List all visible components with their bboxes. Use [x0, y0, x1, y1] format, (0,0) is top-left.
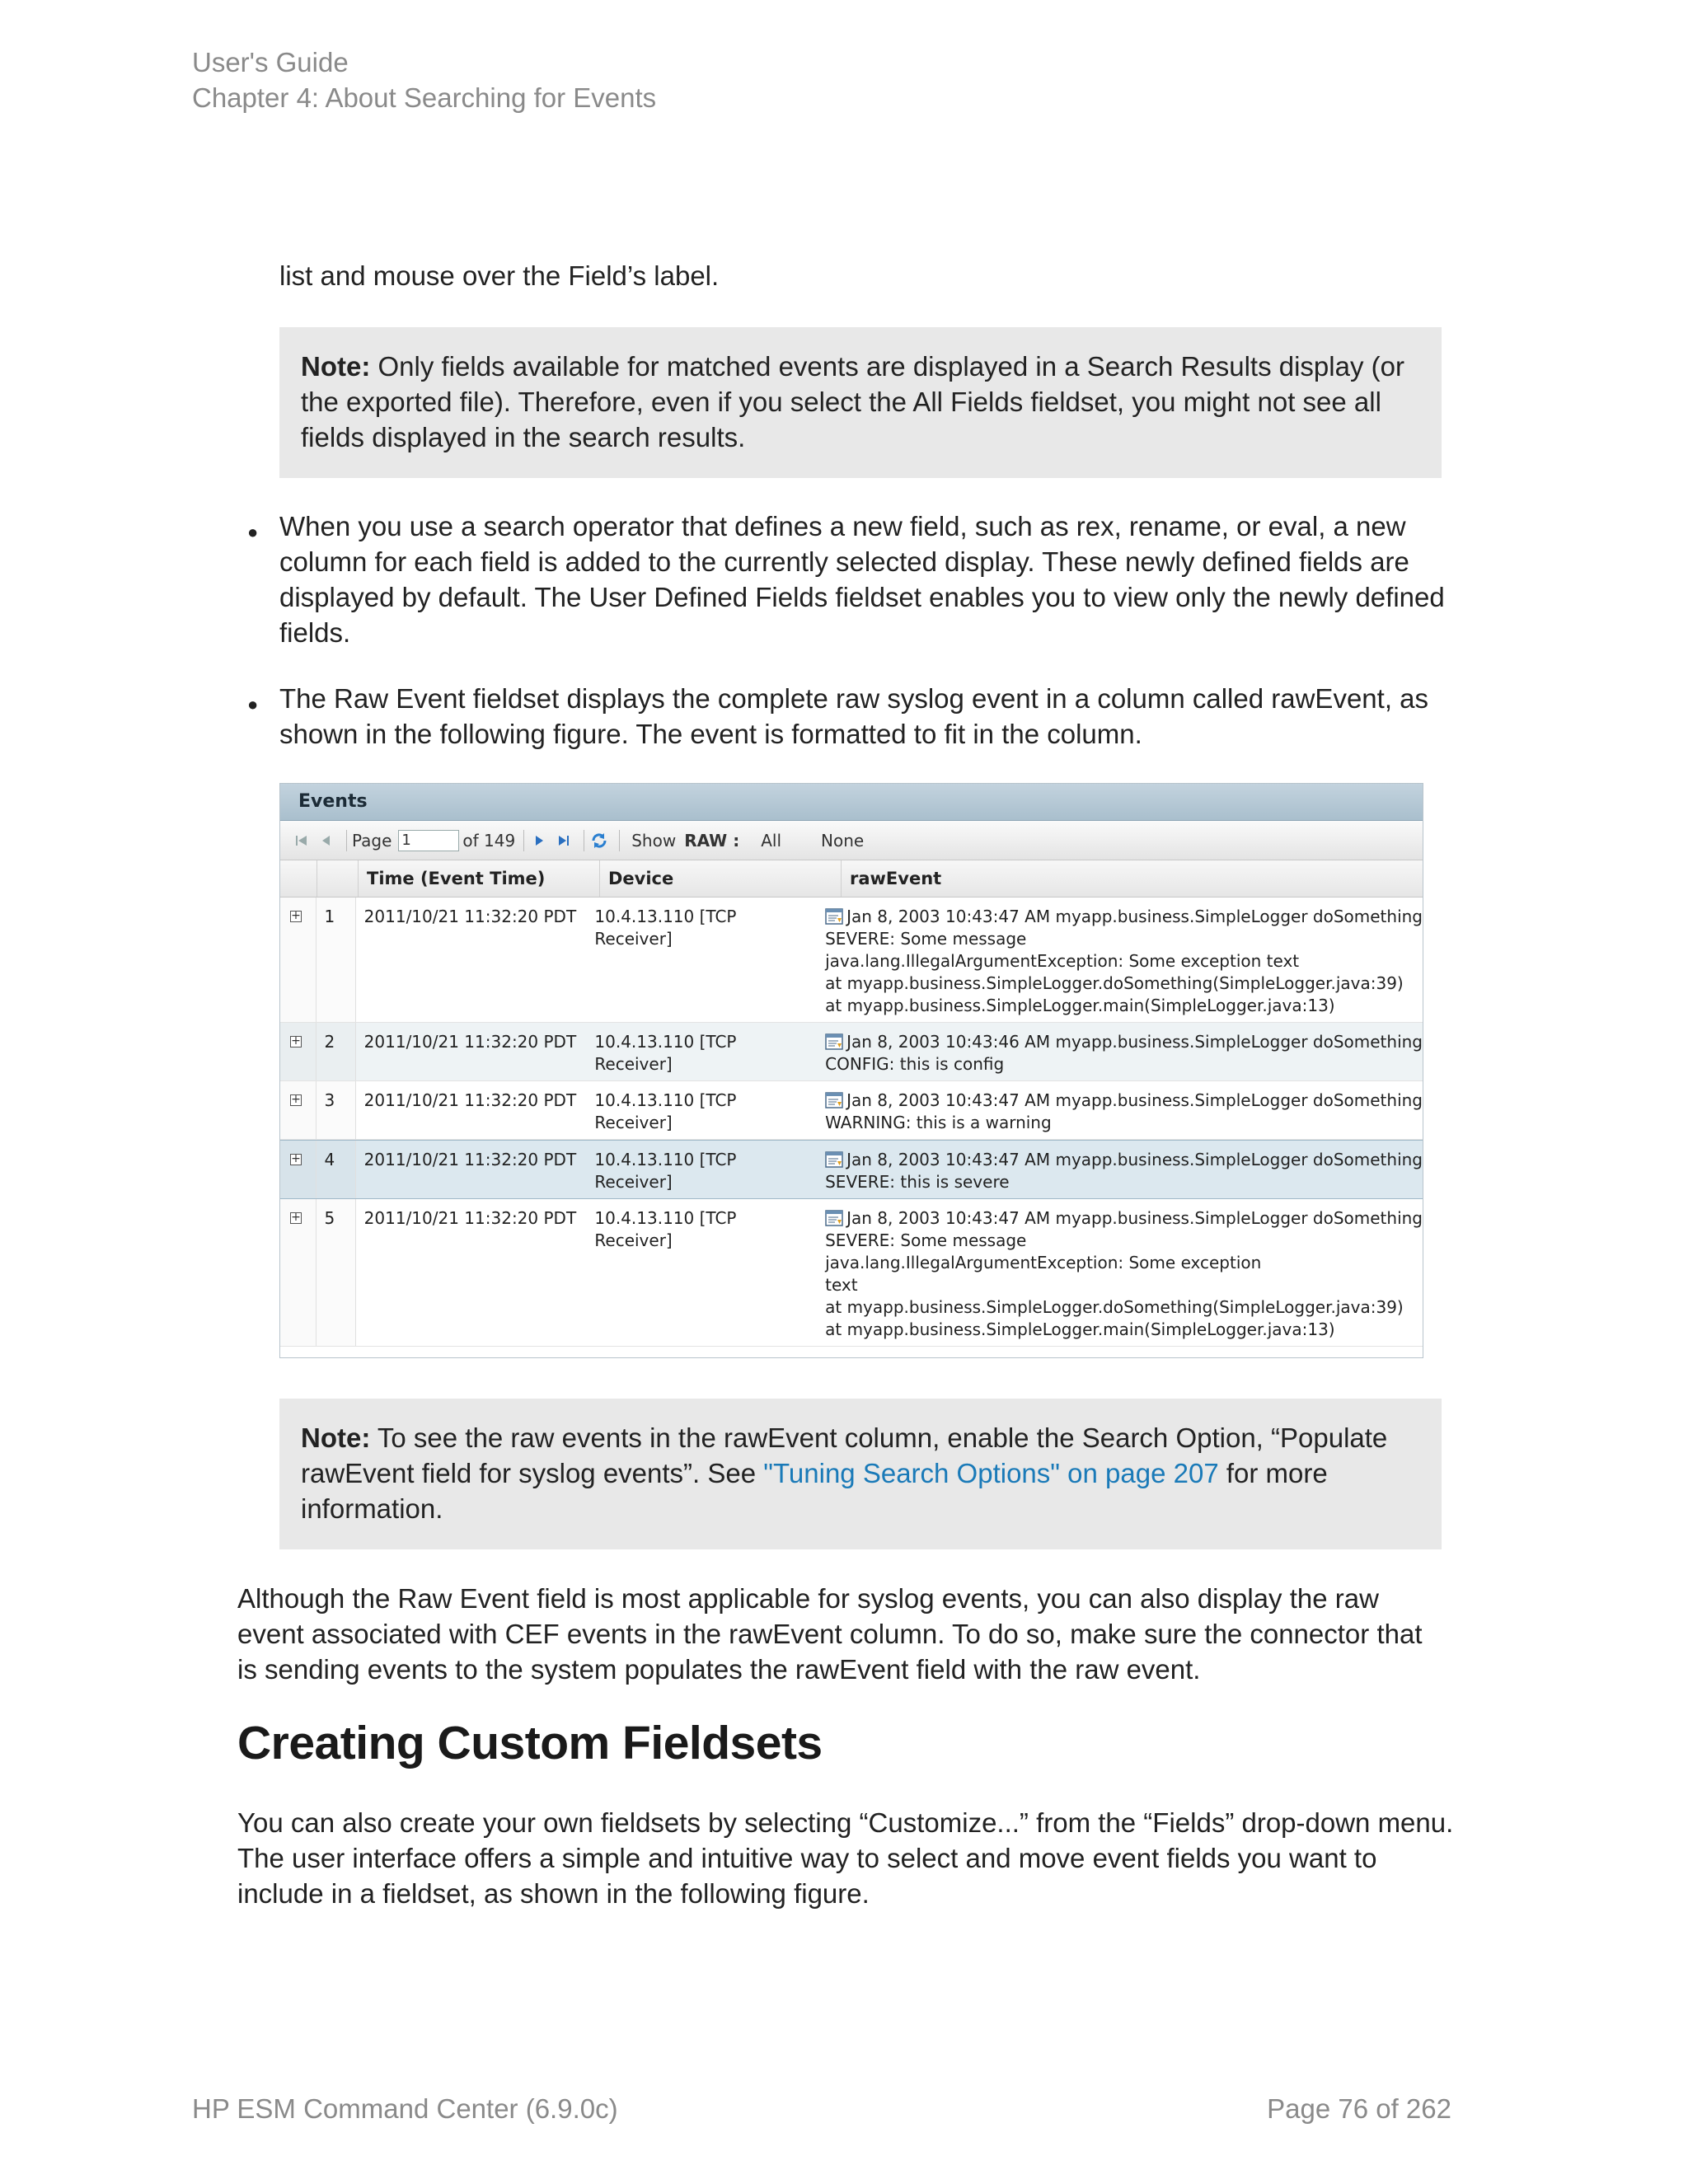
row-number: 1 [316, 898, 356, 1022]
intro-line: list and mouse over the Field’s label. [279, 260, 720, 291]
raw-event-text: Jan 8, 2003 10:43:46 AM myapp.business.SimpleLogger doSomething [846, 1032, 1423, 1052]
raw-event-text: java.lang.IllegalArgumentException: Some exception text [825, 951, 1300, 971]
raw-event-line [825, 1319, 1423, 1341]
raw-event-text: at myapp.business.SimpleLogger.main(SimpleLogger.java:13) [825, 1319, 1335, 1339]
note-text-end: for more information. [301, 1458, 1328, 1524]
raw-event-text: java.lang.IllegalArgumentException: Some exception [825, 1253, 1262, 1272]
show-label: Show [631, 830, 677, 851]
rawevent-column-header[interactable]: rawEvent [850, 869, 942, 888]
device-cell: 10.4.13.110 [TCP Receiver] [594, 907, 737, 949]
row-number: 4 [316, 1141, 356, 1198]
note-box [279, 327, 1442, 478]
expand-row-icon[interactable]: + [291, 1034, 301, 1047]
raw-event-line [825, 1252, 1423, 1274]
raw-event-text: text [825, 1275, 858, 1295]
event-time-cell: 2011/10/21 11:32:20 PDT [363, 1208, 577, 1228]
raw-event-cell [817, 1023, 1423, 1080]
expand-cell [280, 1141, 316, 1198]
raw-event-cell [817, 1141, 1423, 1198]
raw-event-line [825, 1053, 1423, 1076]
raw-event-text: Jan 8, 2003 10:43:47 AM myapp.business.SimpleLogger doSomething [846, 1150, 1423, 1169]
note-box [279, 1399, 1442, 1549]
note-text: To see the raw events in the rawEvent column, enable the Search Option, “Populate rawEvent field for syslog events”. See [301, 1422, 1388, 1488]
events-screenshot [279, 783, 1423, 1358]
raw-event-text: Jan 8, 2003 10:43:47 AM myapp.business.SimpleLogger doSomething [846, 907, 1423, 926]
next-page-icon[interactable] [529, 831, 549, 851]
tuning-search-options-link[interactable]: "Tuning Search Options" on page 207 [763, 1458, 1219, 1488]
events-table-header [280, 860, 1423, 898]
section-heading: Creating Custom Fieldsets [237, 1717, 823, 1769]
event-time-cell: 2011/10/21 11:32:20 PDT [363, 1150, 577, 1169]
raw-event-line [825, 995, 1423, 1017]
table-row[interactable] [280, 1140, 1423, 1199]
raw-event-view-icon[interactable] [825, 1151, 843, 1168]
first-page-icon[interactable] [292, 831, 312, 851]
device-cell: 10.4.13.110 [TCP Receiver] [594, 1090, 737, 1132]
device-cell: 10.4.13.110 [TCP Receiver] [594, 1208, 737, 1250]
paging-toolbar [280, 821, 1423, 860]
raw-event-line [825, 928, 1423, 950]
bullet-item-new-fields: When you use a search operator that defines a new field, such as rex, rename, or eval, a new column for each field is added to the currently selected display. These newly defined fields are displayed by default. The User Defined Fields fieldset enables you to view only the newly defined fields. [279, 511, 1445, 648]
raw-event-line [825, 1274, 1423, 1296]
raw-event-view-icon[interactable] [825, 1092, 843, 1108]
toolbar-separator [523, 830, 524, 851]
raw-event-view-icon[interactable] [825, 908, 843, 925]
raw-event-view-icon[interactable] [825, 1033, 843, 1050]
bullet-dot: ● [247, 694, 259, 715]
table-row[interactable] [280, 1081, 1423, 1140]
raw-event-line [825, 1296, 1423, 1319]
expand-row-icon[interactable]: + [291, 909, 301, 922]
toolbar-separator [619, 830, 620, 851]
raw-event-text: CONFIG: this is config [825, 1054, 1005, 1074]
raw-event-text: at myapp.business.SimpleLogger.doSomething(SimpleLogger.java:39) [825, 973, 1404, 993]
raw-event-line [825, 950, 1423, 972]
row-number: 5 [316, 1199, 356, 1346]
raw-event-text: SEVERE: Some message [825, 929, 1027, 949]
footer-product: HP ESM Command Center (6.9.0c) [192, 2093, 618, 2124]
raw-event-text: Jan 8, 2003 10:43:47 AM myapp.business.SimpleLogger doSomething [846, 1090, 1423, 1110]
running-header [192, 45, 656, 115]
raw-event-cell [817, 1081, 1423, 1139]
raw-event-cell [817, 898, 1423, 1022]
raw-event-line [825, 1230, 1423, 1252]
device-cell: 10.4.13.110 [TCP Receiver] [594, 1150, 737, 1192]
row-number: 3 [316, 1081, 356, 1139]
previous-page-icon[interactable] [316, 831, 336, 851]
events-panel-title: Events [280, 784, 1423, 821]
raw-event-line [825, 1090, 1423, 1112]
table-row[interactable] [280, 1199, 1423, 1347]
note-label: Note: [301, 351, 371, 382]
device-cell: 10.4.13.110 [TCP Receiver] [594, 1032, 737, 1074]
events-table-body [280, 898, 1423, 1347]
show-none-link[interactable]: None [821, 830, 865, 851]
row-number: 2 [316, 1023, 356, 1080]
bullet-dot: ● [247, 522, 259, 542]
note-text: Only fields available for matched events are displayed in a Search Results display (or the exported file). Therefore, even if you select the All Fields fieldset, you might not see all fields displayed in the search results. [301, 351, 1404, 452]
event-time-cell: 2011/10/21 11:32:20 PDT [363, 1090, 577, 1110]
raw-event-line [825, 906, 1423, 928]
last-page-icon[interactable] [554, 831, 574, 851]
raw-event-line [825, 972, 1423, 995]
raw-event-text: at myapp.business.SimpleLogger.main(SimpleLogger.java:13) [825, 996, 1335, 1015]
event-time-cell: 2011/10/21 11:32:20 PDT [363, 1032, 577, 1052]
raw-label: RAW : [684, 830, 740, 851]
raw-event-line [825, 1112, 1423, 1134]
table-row[interactable] [280, 1023, 1423, 1081]
raw-event-view-icon[interactable] [825, 1210, 843, 1226]
raw-event-line [825, 1207, 1423, 1230]
raw-event-line [825, 1171, 1423, 1193]
note-label: Note: [301, 1422, 371, 1453]
raw-event-text: WARNING: this is a warning [825, 1113, 1052, 1132]
expand-row-icon[interactable]: + [291, 1093, 301, 1106]
footer-page-number: Page 76 of 262 [1267, 2093, 1451, 2124]
raw-event-line [825, 1149, 1423, 1171]
raw-event-cell [817, 1199, 1423, 1346]
refresh-icon[interactable] [589, 831, 609, 851]
device-column-header[interactable]: Device [600, 860, 842, 897]
raw-event-text: SEVERE: this is severe [825, 1172, 1010, 1192]
custom-fieldsets-paragraph: You can also create your own fieldsets by selecting “Customize...” from the “Fields” drop-down menu. The user interface offers a simple and intuitive way to select and move event fields you want to include in a fieldset, as shown in the following figure. [237, 1807, 1454, 1909]
expand-row-icon[interactable]: + [291, 1152, 301, 1165]
event-time-cell: 2011/10/21 11:32:20 PDT [363, 907, 577, 926]
toolbar-separator [346, 830, 347, 851]
raw-event-line [825, 1031, 1423, 1053]
raw-event-text: SEVERE: Some message [825, 1230, 1027, 1250]
page-number-input[interactable]: 1 [398, 830, 459, 851]
show-all-link[interactable]: All [761, 830, 782, 851]
time-column-header[interactable]: Time (Event Time) [359, 860, 600, 897]
expand-column-header [280, 860, 317, 897]
expand-cell [280, 898, 316, 1022]
expand-cell [280, 1081, 316, 1139]
raw-event-text: Jan 8, 2003 10:43:47 AM myapp.business.SimpleLogger doSomething [846, 1208, 1423, 1228]
bullet-item-raw-event: The Raw Event fieldset displays the complete raw syslog event in a column called rawEvent, as shown in the following figure. The event is formatted to fit in the column. [279, 683, 1429, 749]
table-row[interactable] [280, 898, 1423, 1023]
expand-cell [280, 1023, 316, 1080]
raw-event-text: at myapp.business.SimpleLogger.doSomething(SimpleLogger.java:39) [825, 1297, 1404, 1317]
guide-title: User's Guide [192, 47, 349, 77]
page-label: Page [352, 830, 392, 851]
page-count-label: of 149 [462, 830, 516, 851]
chapter-title: Chapter 4: About Searching for Events [192, 82, 657, 113]
cef-paragraph: Although the Raw Event field is most applicable for syslog events, you can also display the raw event associated with CEF events in the rawEvent column. To do so, make sure the connector that is sending events to the system populates the rawEvent field with the raw event. [237, 1583, 1423, 1685]
expand-cell [280, 1199, 316, 1346]
row-number-column-header [317, 860, 359, 897]
expand-row-icon[interactable]: + [291, 1211, 301, 1224]
